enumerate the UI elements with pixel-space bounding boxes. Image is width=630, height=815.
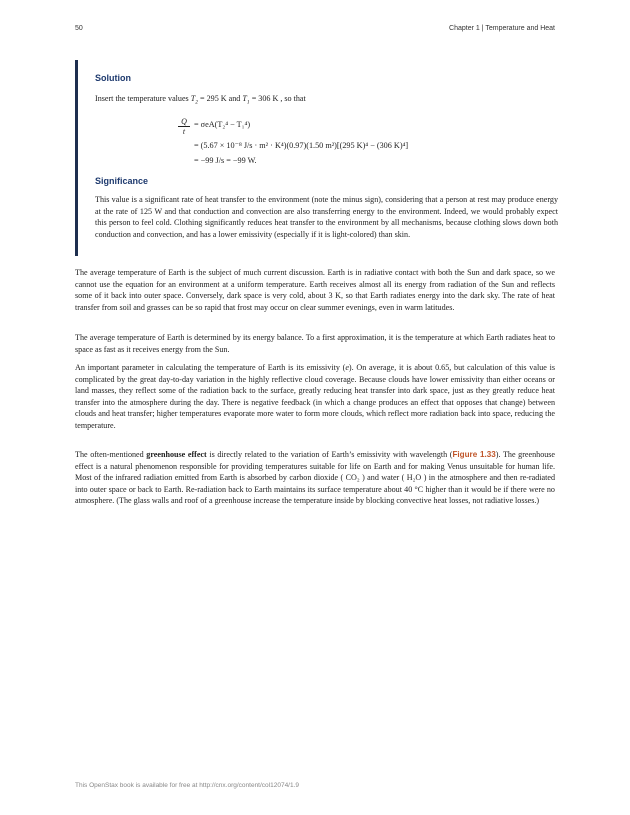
p4-text-b: is directly related to the variation of Earth’s emissivity with wavelength ( bbox=[206, 450, 453, 459]
paragraph-energy-balance: The average temperature of Earth is determined by its energy balance. To a first approximation, it is the temperature at which Earth radiates heat to space as fast as it receives energy from the Sun. bbox=[75, 333, 555, 354]
p4-text-a: The often-mentioned bbox=[75, 450, 147, 459]
chapter-title: Chapter 1 | Temperature and Heat bbox=[449, 25, 555, 32]
p3-text-b: ). On average, it is about 0.65, but calculation of this value is complicated by the great day-to-day variation in the highly reflective cloud coverage. Because clouds have lower emissivity than either oceans or land masses, they reflect some of the radiation back to the surface, greatly reducing heat transfer into dark space, just as they greatly reduce heat transfer into the atmosphere during the day. There is negative feedback (in which a change produces an effect that opposes that change) between clouds and heat transfer; higher temperatures evaporate more water to form more clouds, which reflect more radiation back into space, reducing the temperature. bbox=[75, 363, 555, 430]
greenhouse-effect-term: greenhouse effect bbox=[146, 450, 207, 459]
figure-link[interactable]: Figure 1.33 bbox=[452, 450, 496, 459]
significance-heading: Significance bbox=[95, 176, 149, 186]
solution-heading: Solution bbox=[95, 73, 131, 83]
p4-text-d: ) and water ( bbox=[359, 473, 407, 483]
fraction-numerator: Q bbox=[178, 117, 190, 127]
equation-line-3: = −99 J/s = −99 W. bbox=[194, 156, 257, 165]
equation-line-2: = (5.67 × 10⁻⁸ J/s · m² · K⁴)(0.97)(1.50 m²)[(295 K)⁴ − (306 K)⁴] bbox=[194, 141, 409, 150]
co2-formula: CO₂ bbox=[345, 473, 360, 483]
t1-value: = 306 K bbox=[251, 94, 279, 103]
paragraph-emissivity bbox=[75, 362, 555, 432]
page-header bbox=[75, 25, 555, 37]
fraction-denominator: t bbox=[182, 127, 186, 136]
equation-line-1: = σeA(T₂⁴ − T₁⁴) bbox=[194, 120, 251, 129]
temperature-value: 40 °C bbox=[404, 484, 424, 494]
p3-text-a: An important parameter in calculating the temperature of Earth is its emissivity ( bbox=[75, 363, 346, 372]
page-number: 50 bbox=[75, 25, 83, 32]
emissivity-symbol: e bbox=[345, 363, 349, 372]
paragraph-greenhouse-effect bbox=[75, 449, 555, 507]
p4-text-e: ) in the atmosphere and then re-radiated into outer space or back to Earth. Re-radiation back to Earth maintains its surface temperature about bbox=[75, 473, 555, 494]
page-footer: This OpenStax book is available for free at http://cnx.org/content/col12074/1.9 bbox=[75, 782, 300, 789]
t2-value: = 295 K bbox=[200, 94, 227, 103]
intro-text-b: and bbox=[228, 94, 243, 103]
example-solution-box bbox=[75, 60, 558, 256]
p4-text-c: ). The greenhouse effect is a natural phenomenon responsible for providing temperatures suitable for life on Earth and for making Venus unsuitable for human life. Most of the infrared radiation emitted from Earth is absorbed by carbon dioxide ( bbox=[75, 450, 556, 483]
intro-text-a: Insert the temperature values bbox=[95, 94, 191, 103]
significance-text: This value is a significant rate of heat transfer to the environment (note the minus sign), considering that a person at rest may produce energy at the rate of 125 W and that conduction and convection are also transferring energy to the environment. Indeed, we would probably expect this person to feel cold. Clothing significantly reduces heat transfer to the environment by all mechanisms, because clothing slows down both conduction and convection, and has a lower emissivity (especially if it is light-colored) than skin. bbox=[95, 195, 558, 239]
p4-text-f: higher than it would be if there were no atmosphere. (The glass walls and roof of a greenhouse increase the temperature inside by blocking convective heat losses, not radiative losses.) bbox=[75, 484, 555, 506]
h2o-formula: H₂O bbox=[406, 473, 422, 483]
intro-text-c: , so that bbox=[280, 94, 306, 103]
solution-intro: Insert the temperature values $T_2 = 295$ K and $T_1 = 306$ K , so that bbox=[95, 94, 306, 106]
q-over-t-fraction bbox=[178, 117, 190, 136]
paragraph-earth-temperature: The average temperature of Earth is the subject of much current discussion. Earth is in radiative contact with both the Sun and dark space, so we cannot use the equation for an environment at a uniform temperature. Earth receives almost all its energy from radiation of the Sun and reflects some of it back into outer space. Conversely, dark space is very cold, about 3 K, so that Earth radiates energy into the dark sky. The rate of heat transfer from soil and grasses can be so rapid that frost may occur on clear summer evenings, even in warm latitudes. bbox=[75, 268, 555, 312]
